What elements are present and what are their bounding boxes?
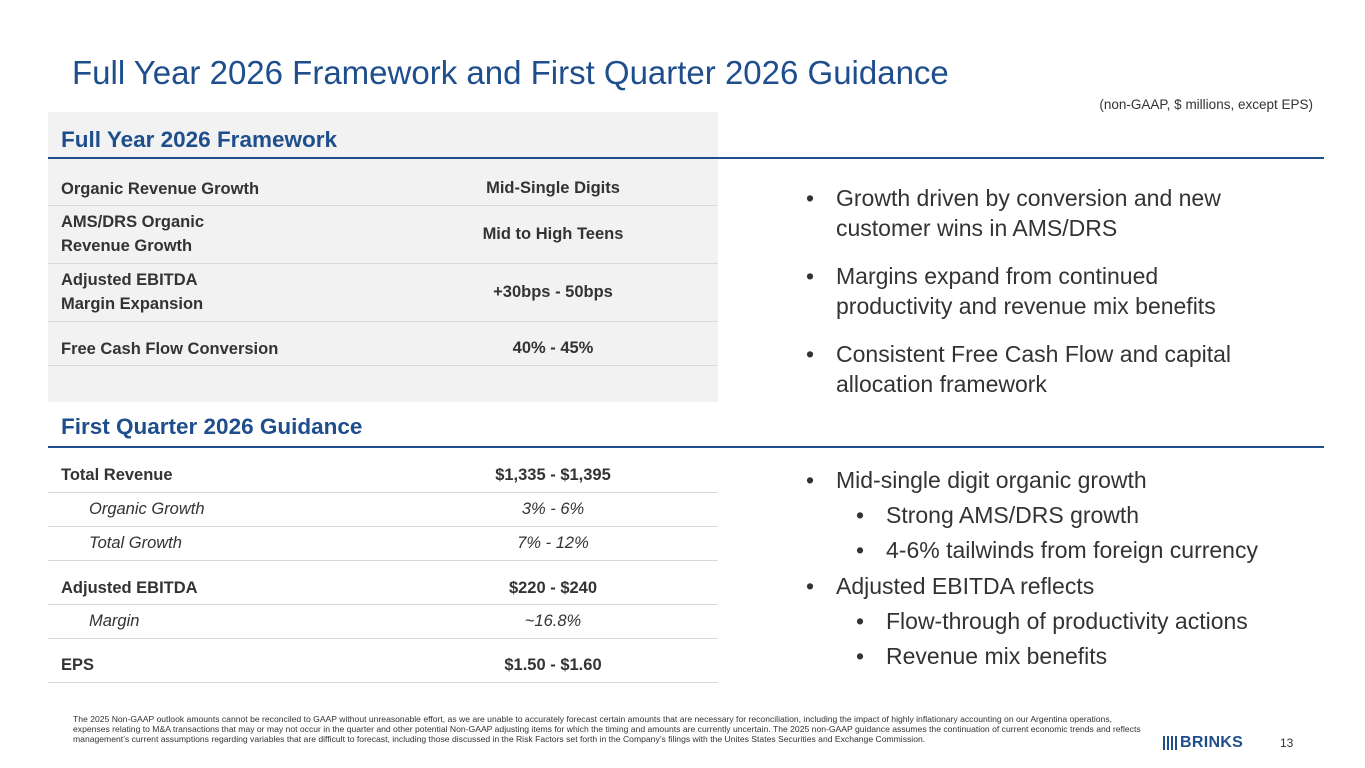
page-number: 13: [1280, 736, 1294, 750]
guidance-bullets: [806, 463, 1258, 674]
bullet-glyph: •: [856, 643, 865, 670]
row-label: Organic Revenue Growth: [61, 180, 260, 198]
table-row: [48, 560, 718, 605]
guidance-divider: [48, 446, 1324, 448]
row-label: Total Revenue: [61, 466, 173, 484]
table-row: [48, 205, 718, 264]
table-row: [48, 172, 718, 206]
table-row: [48, 604, 718, 639]
row-label-line2: Margin Expansion: [61, 295, 204, 313]
page-title: Full Year 2026 Framework and First Quarter 2026 Guidance: [72, 54, 949, 91]
bullet-item: [806, 183, 1231, 243]
table-row: [48, 492, 718, 527]
bullet-item: [806, 339, 1231, 399]
bullet-text: Flow-through of productivity actions: [886, 607, 1248, 634]
bullet-glyph: •: [806, 341, 815, 367]
framework-divider: [48, 157, 1324, 159]
units-note: (non-GAAP, $ millions, except EPS): [1099, 97, 1313, 112]
bullet-text: Adjusted EBITDA reflects: [836, 572, 1095, 599]
table-row: [48, 321, 718, 366]
row-label: [61, 268, 203, 316]
row-label: Organic Growth: [89, 500, 205, 518]
bullet-glyph: •: [806, 467, 815, 493]
bullet-line1: Consistent Free Cash Flow and capital: [836, 341, 1232, 367]
row-label-line1: AMS/DRS Organic: [61, 213, 205, 231]
bullet-line1: Margins expand from continued: [836, 263, 1159, 289]
bullet-item: [806, 261, 1231, 321]
bullet-text: Mid-single digit organic growth: [836, 467, 1147, 493]
row-label: EPS: [61, 656, 95, 674]
row-label-line1: Adjusted EBITDA: [61, 271, 198, 289]
row-label: Total Growth: [89, 534, 182, 552]
bullet-item: [806, 569, 1258, 604]
row-value: $1,335 - $1,395: [495, 466, 611, 484]
bullet-line1: Growth driven by conversion and new: [836, 185, 1221, 211]
table-row: [48, 263, 718, 322]
bullet-glyph: •: [856, 502, 865, 529]
row-value: ~16.8%: [524, 612, 582, 630]
bullet-glyph: •: [856, 537, 865, 564]
sub-bullet-item: [856, 604, 1258, 639]
bullet-line2: allocation framework: [836, 371, 1047, 397]
row-value: $1.50 - $1.60: [504, 656, 602, 674]
bullet-item: [806, 463, 1258, 498]
row-value: 40% - 45%: [512, 339, 594, 357]
bullet-text: Strong AMS/DRS growth: [886, 502, 1140, 529]
table-row: [48, 526, 718, 561]
bullet-glyph: •: [806, 572, 815, 599]
framework-heading: Full Year 2026 Framework: [61, 127, 337, 152]
bullet-line2: productivity and revenue mix benefits: [836, 293, 1216, 319]
footnote: The 2025 Non-GAAP outlook amounts cannot be reconciled to GAAP without unreasonable effort, as we are unable to accurately forecast certain amounts that are necessary for reconciliation, including the impact of highly inflationary accounting on our Argentina operations, expenses relating to M&A transactions that may or may not occur in the quarter and other potential Non-GAAP adjusting items for which the timing and amounts are currently uncertain. The 2025 non-GAAP guidance assumes the continuation of current economic trends and reflects management’s current assumptions regarding variables that are difficult to forecast, including those discussed in the Risk Factors set forth in the Company’s filings with the Unites States Securities and Exchange Commission.: [73, 714, 1141, 745]
row-value: Mid to High Teens: [482, 225, 624, 243]
framework-bullets: [806, 183, 1231, 399]
row-label: Margin: [89, 612, 140, 630]
brinks-logo: [1163, 735, 1243, 751]
row-value: $220 - $240: [508, 579, 598, 597]
sub-bullet-item: [856, 498, 1258, 533]
sub-bullet-item: [856, 639, 1258, 674]
bullet-glyph: •: [806, 263, 815, 289]
sub-bullet-item: [856, 533, 1258, 568]
row-label: [61, 210, 204, 258]
logo-bars-icon: [1163, 736, 1177, 750]
table-row: [48, 638, 718, 683]
row-value: 3% - 6%: [521, 500, 585, 518]
bullet-glyph: •: [806, 185, 815, 211]
logo-wordmark: BRINKS: [1180, 734, 1244, 751]
bullet-line2: customer wins in AMS/DRS: [836, 215, 1118, 241]
bullet-text: Revenue mix benefits: [886, 643, 1108, 670]
guidance-heading: First Quarter 2026 Guidance: [61, 414, 363, 439]
table-row: [48, 458, 718, 493]
row-value: 7% - 12%: [517, 534, 589, 552]
bullet-text: 4-6% tailwinds from foreign currency: [886, 537, 1258, 564]
row-value: Mid-Single Digits: [486, 179, 620, 197]
row-label-line2: Revenue Growth: [61, 237, 193, 255]
bullet-glyph: •: [856, 607, 865, 634]
row-label: Free Cash Flow Conversion: [61, 340, 279, 358]
row-label: Adjusted EBITDA: [61, 579, 198, 597]
row-value: +30bps - 50bps: [493, 283, 613, 301]
